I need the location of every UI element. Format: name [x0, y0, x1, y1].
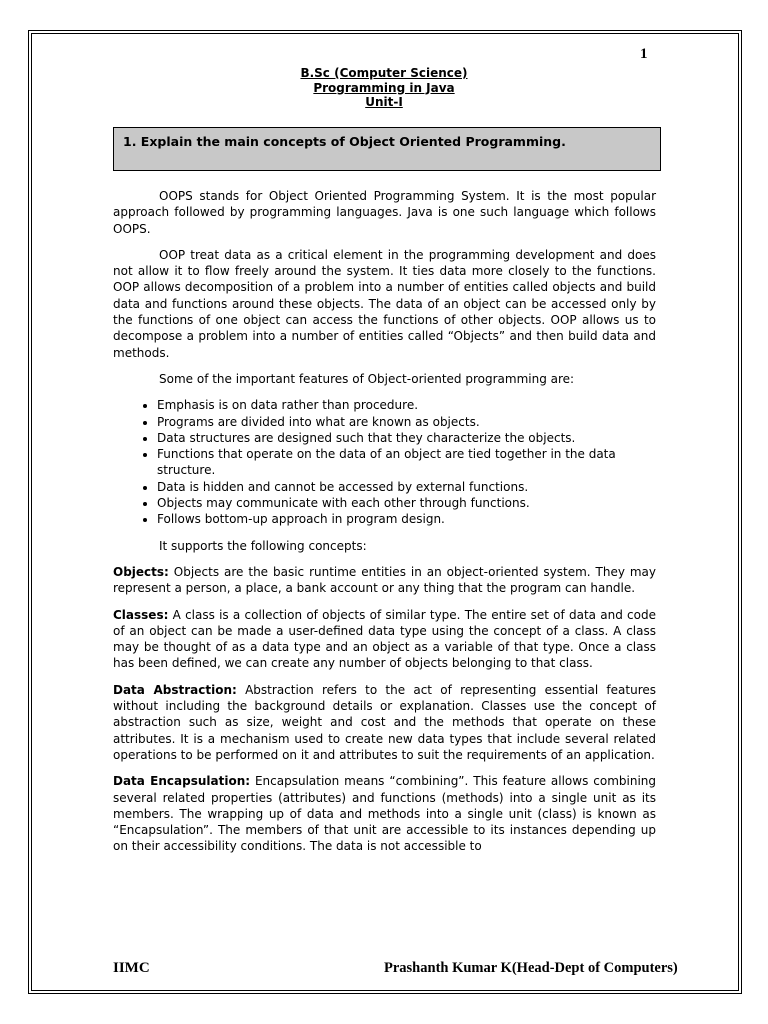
document-body — [113, 188, 656, 865]
question-box — [113, 127, 661, 171]
concept-term: Data Abstraction: — [113, 682, 237, 697]
document-header — [0, 66, 768, 110]
paragraph: OOPS stands for Object Oriented Programming System. It is the most popular approach followed by programming languages. Java is one such language which follows OOPS. — [113, 189, 656, 236]
subject-title: Programming in Java — [313, 80, 455, 95]
footer-institution: IIMC — [113, 960, 150, 976]
page-number: 1 — [640, 46, 648, 62]
list-item: • Objects may communicate with each other through functions. — [157, 495, 656, 511]
concept-text: A class is a collection of objects of similar type. The entire set of data and code of an object can be made a user-defined data type using the concept of a class. A class may be thought of as a data type and an object as a variable of that type. Once a class has been defined, we can create any number of objects belonging to that class. — [113, 607, 656, 671]
concept-classes — [113, 607, 656, 672]
concept-term: Objects: — [113, 564, 169, 579]
list-item: • Functions that operate on the data of an object are tied together in the data structure. — [157, 446, 656, 479]
concept-term: Classes: — [113, 607, 169, 622]
list-item: • Programs are divided into what are known as objects. — [157, 414, 656, 430]
list-item: • Follows bottom-up approach in program design. — [157, 511, 656, 527]
concept-data-encapsulation — [113, 773, 656, 854]
list-item: • Data is hidden and cannot be accessed by external functions. — [157, 479, 656, 495]
concept-term: Data Encapsulation: — [113, 774, 251, 789]
question-text: 1. Explain the main concepts of Object Oriented Programming. — [123, 134, 566, 149]
features-list — [113, 397, 656, 527]
concept-text: Abstraction refers to the act of representing essential features without including the background details or explanation. Classes use the concept of abstraction such as size, weight and cost and the methods that operate on these attributes. It is a mechanism used to create new data types that include several related operations to be performed on it and attributes to suit the requirements of an application. — [113, 682, 657, 762]
paragraph: OOP treat data as a critical element in the programming development and does not allow it to flow freely around the system. It ties data more closely to the functions. OOP allows decomposition of a problem into a number of entities called objects and build data and functions around these objects. The data of an object can be accessed only by the functions of one object can access the functions of other objects. OOP allows us to decompose a problem into a number of entities called “Objects” and then build data and methods. — [113, 247, 656, 360]
paragraph: It supports the following concepts: — [159, 538, 367, 553]
concept-text: Objects are the basic runtime entities in an object-oriented system. They may represent a person, a place, a bank account or any thing that the program can handle. — [113, 564, 656, 596]
concept-data-abstraction — [113, 682, 656, 763]
list-item: • Emphasis is on data rather than procedure. — [157, 397, 656, 413]
paragraph: Some of the important features of Object-oriented programming are: — [159, 371, 575, 386]
concept-objects — [113, 564, 656, 597]
unit-title: Unit-I — [365, 95, 403, 109]
list-item: • Data structures are designed such that they characterize the objects. — [157, 430, 656, 446]
course-title: B.Sc (Computer Science) — [300, 66, 468, 80]
footer-author: Prashanth Kumar K(Head-Dept of Computers) — [384, 960, 678, 976]
concept-text: Encapsulation means “combining”. This feature allows combining several related properties (attributes) and functions (methods) into a single unit as its members. The wrapping up of data and methods into a single unit (class) is known as “Encapsulation”. The members of that unit are accessible to its instances depending up on their accessibility conditions. The data is not accessible to — [113, 774, 656, 854]
